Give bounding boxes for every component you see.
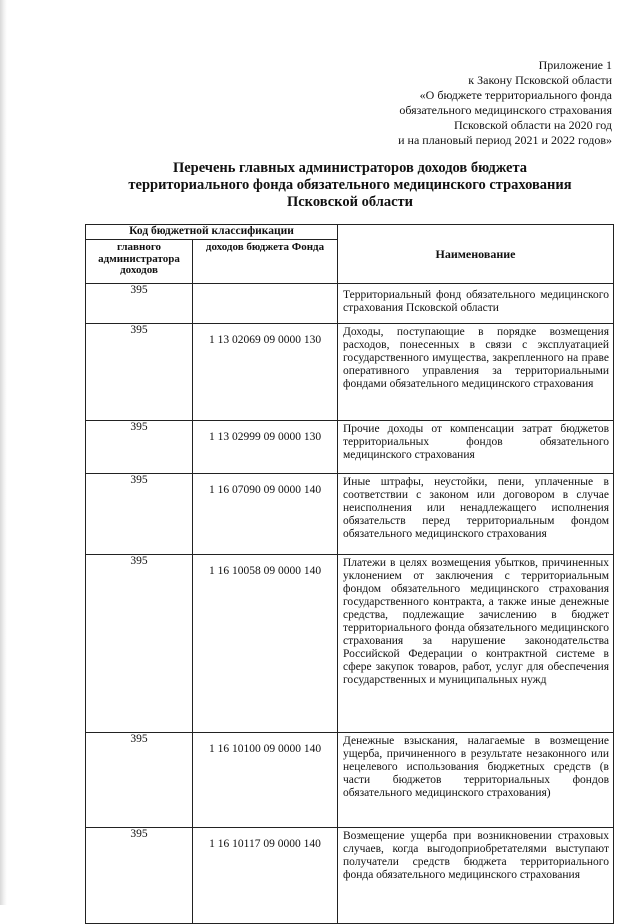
appendix-line: Приложение 1 (538, 58, 612, 72)
table-row (86, 474, 614, 555)
title-line: Псковской области (286, 194, 414, 210)
title-line: территориального фонда обязательного медицинского страхования (128, 177, 572, 193)
admin-code-cell: 395 (86, 828, 193, 924)
name-cell: Территориальный фонд обязательного медицинского страхования Псковской области (338, 284, 614, 324)
admin-code-cell: 395 (86, 474, 193, 555)
table-row (86, 733, 614, 828)
administrators-table (85, 224, 614, 924)
admin-code-cell: 395 (86, 284, 193, 324)
name-cell: Прочие доходы от компенсации затрат бюджетов территориальных фондов обязательного медицинского страхования (338, 421, 614, 474)
revenue-code-cell: 1 16 10100 09 0000 140 (193, 733, 338, 828)
budget-classification-header: Код бюджетной классификации (86, 225, 338, 240)
admin-code-cell: 395 (86, 421, 193, 474)
table-row (86, 324, 614, 421)
table-row (86, 284, 614, 324)
document-title (90, 160, 610, 211)
name-cell: Возмещение ущерба при возникновении страховых случаев, когда выгодоприобретателями выступают получатели средств бюджета территориального фонда обязательного медицинского страхования (338, 828, 614, 924)
appendix-line: к Закону Псковской области (468, 73, 612, 87)
title-line: Перечень главных администраторов доходов бюджета (172, 160, 528, 176)
revenue-code-cell: 1 13 02069 09 0000 130 (193, 324, 338, 421)
name-cell: Платежи в целях возмещения убытков, причиненных уклонением от заключения с территориальным фондом обязательного медицинского страхования государственного контракта, а также иные денежные средства, подлежащие зачислению в бюджет территориального фонда обязательного медицинского страхования за нарушение законодательства Российской Федерации о контрактной системе в сфере закупок товаров, работ, услуг для обеспечения государственных и муниципальных нужд (338, 555, 614, 733)
appendix-line: и на плановый период 2021 и 2022 годов» (398, 133, 612, 147)
table-row (86, 421, 614, 474)
name-cell: Доходы, поступающие в порядке возмещения расходов, понесенных в связи с эксплуатацией государственного имущества, закрепленного на праве оперативного управления за территориальными фондами обязательного медицинского страхования (338, 324, 614, 421)
revenue-code-cell (193, 284, 338, 324)
name-cell: Иные штрафы, неустойки, пени, уплаченные в соответствии с законом или договором в случае неисполнения или ненадлежащего исполнения обязательств перед территориальным фондом обязательного медицинского страхования (338, 474, 614, 555)
appendix-line: Псковской области на 2020 год (453, 118, 612, 132)
admin-column-header: главного администратора доходов (86, 240, 193, 284)
admin-code-cell: 395 (86, 555, 193, 733)
admin-code-cell: 395 (86, 733, 193, 828)
revenue-column-header: доходов бюджета Фонда (193, 240, 338, 284)
table-row (86, 555, 614, 733)
appendix-line: обязательного медицинского страхования (399, 103, 612, 117)
revenue-code-cell: 1 16 07090 09 0000 140 (193, 474, 338, 555)
admin-code-cell: 395 (86, 324, 193, 421)
name-column-header: Наименование (338, 225, 614, 284)
name-cell: Денежные взыскания, налагаемые в возмещение ущерба, причиненного в результате незаконного или нецелевого использования бюджетных средств (в части бюджетов территориальных фондов обязательного медицинского страхования) (338, 733, 614, 828)
appendix-note (282, 58, 612, 148)
revenue-code-cell: 1 13 02999 09 0000 130 (193, 421, 338, 474)
scan-edge-shadow (0, 0, 7, 905)
revenue-code-cell: 1 16 10117 09 0000 140 (193, 828, 338, 924)
appendix-line: «О бюджете территориального фонда (419, 88, 612, 102)
table-row (86, 828, 614, 924)
revenue-code-cell: 1 16 10058 09 0000 140 (193, 555, 338, 733)
